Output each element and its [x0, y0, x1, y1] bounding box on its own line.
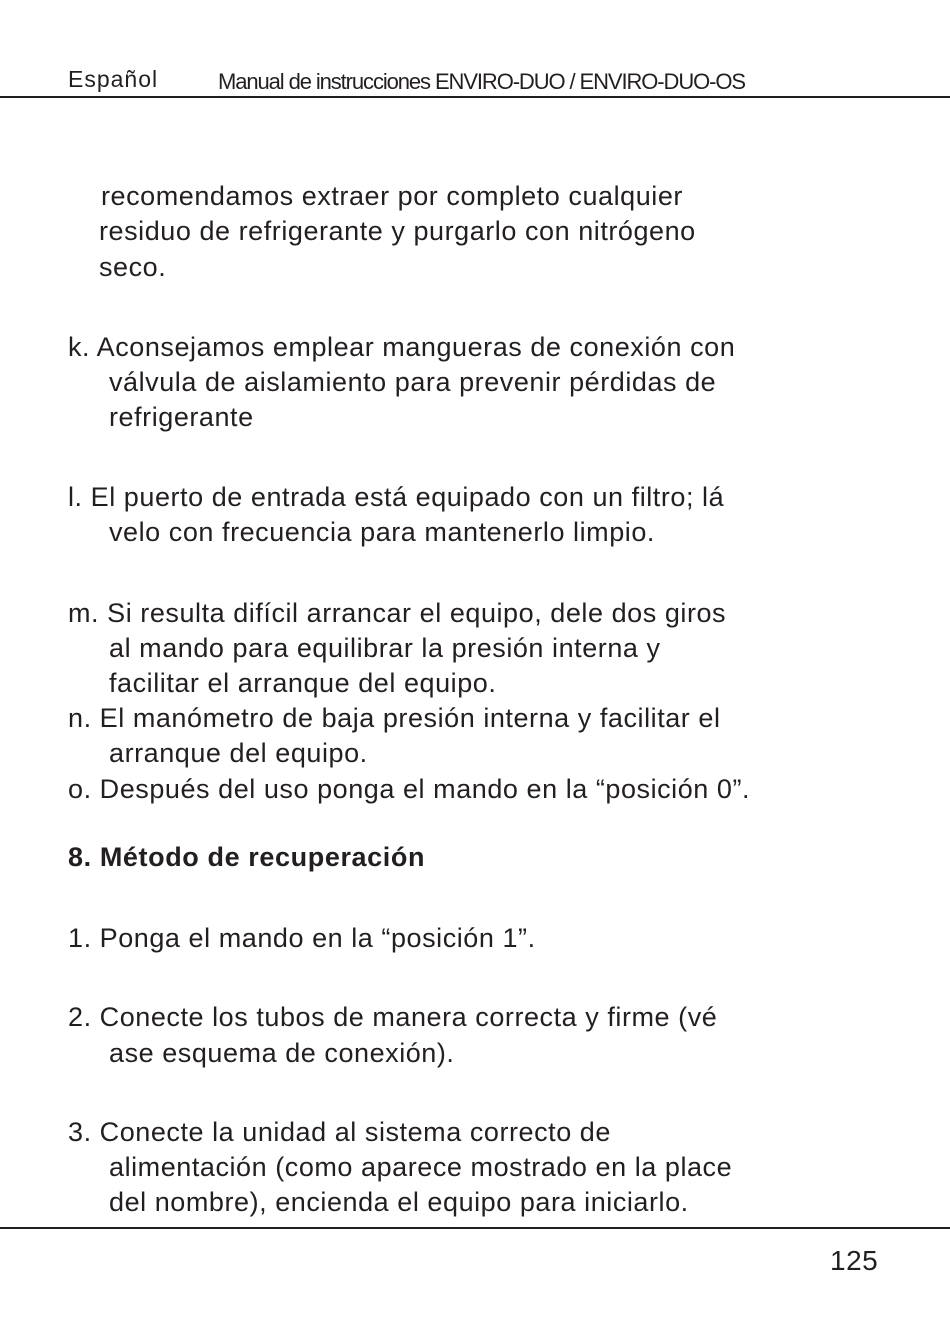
text-line: 1. Ponga el mando en la “posición 1”. [68, 923, 536, 953]
header-divider [0, 96, 950, 98]
text-line: al mando para equilibrar la presión interna y [109, 633, 661, 663]
text-line: velo con frecuencia para mantenerlo limpio. [109, 517, 655, 547]
text-line: l. El puerto de entrada está equipado con un filtro; lá [68, 482, 725, 512]
page-number: 125 [830, 1245, 879, 1276]
text-line: arranque del equipo. [109, 738, 368, 768]
text-line: n. El manómetro de baja presión interna y facilitar el [68, 703, 721, 733]
text-line: refrigerante [109, 402, 254, 432]
text-line: recomendamos extraer por completo cualquier [101, 181, 683, 211]
text-line: k. Aconsejamos emplear mangueras de conexión con [68, 332, 736, 362]
page-header [0, 60, 950, 96]
text-line: facilitar el arranque del equipo. [109, 668, 497, 698]
header-language: Español [68, 66, 159, 92]
text-line: del nombre), encienda el equipo para iniciarlo. [109, 1187, 689, 1217]
header-title: Manual de instrucciones ENVIRO-DUO / ENVIRO-DUO-OS [218, 69, 745, 94]
section-heading: 8. Método de recuperación [68, 842, 426, 872]
text-line: alimentación (como aparece mostrado en la place [109, 1152, 733, 1182]
text-line: válvula de aislamiento para prevenir pérdidas de [109, 367, 717, 397]
text-line: 2. Conecte los tubos de manera correcta y firme (vé [68, 1002, 718, 1032]
text-line: o. Después del uso ponga el mando en la “posición 0”. [68, 774, 751, 804]
footer-divider [0, 1227, 950, 1229]
text-line: seco. [99, 252, 167, 282]
text-line: 3. Conecte la unidad al sistema correcto de [68, 1117, 611, 1147]
text-line: residuo de refrigerante y purgarlo con nitrógeno [99, 216, 696, 246]
text-line: ase esquema de conexión). [109, 1038, 455, 1068]
text-line: m. Si resulta difícil arrancar el equipo, dele dos giros [68, 598, 727, 628]
